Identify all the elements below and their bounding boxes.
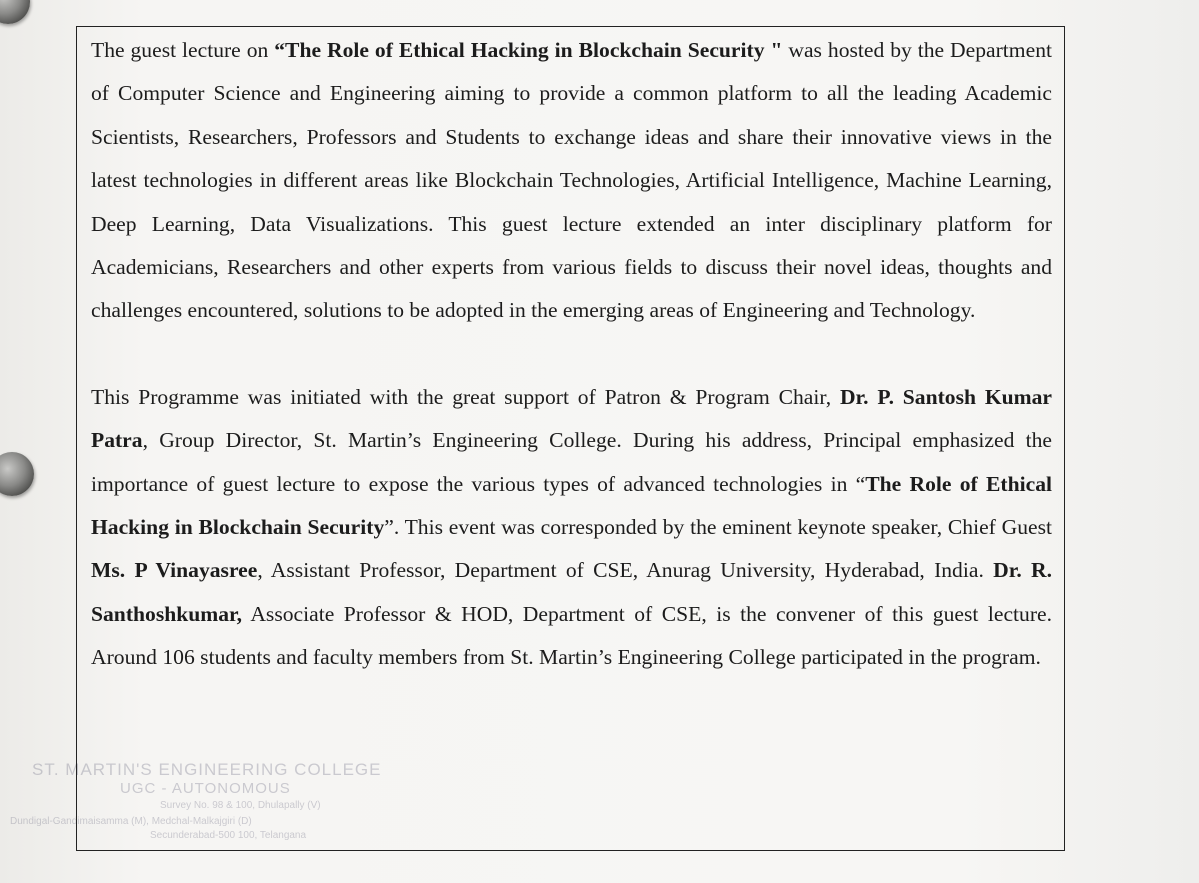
paragraph-programme — [91, 376, 1052, 680]
text-segment: This Programme was initiated with the great support of Patron & Program Chair, — [91, 384, 840, 409]
text-segment: , Group Director, St. Martin’s Engineering College. During his address, Principal emphasized the importance of guest lecture to expose the various types of advanced technologies in “ — [91, 428, 1052, 496]
patron-name: Dr. P. Santosh Kumar Patra — [91, 384, 1052, 453]
event-title: The Role of Ethical Hacking in Blockchain Security — [91, 471, 1052, 540]
text-segment: , Assistant Professor, Department of CSE, Anurag University, Hyderabad, India. — [257, 558, 994, 583]
text-segment: was hosted by the Department of Computer Science and Engineering aiming to provide a common platform to all the leading Academic Scientists, Researchers, Professors and Students to exchange ideas and share their innovative views in the latest technologies in different areas like Blockchain Technologies, Artificial Intelligence, Machine Learning, Deep Learning, Data Visualizations. This guest lecture extended an inter disciplinary platform for Academicians, Researchers and other experts from various fields to discuss their novel ideas, thoughts and challenges encountered, solutions to be adopted in the emerging areas of Engineering and Technology. — [91, 38, 1052, 323]
stamp-line: Secunderabad-500 100, Telangana — [150, 830, 307, 841]
speaker-name: Ms. P Vinayasree — [91, 558, 258, 583]
lecture-title: “The Role of Ethical Hacking in Blockchain Security " — [274, 38, 783, 62]
stamp-line: Dundigal-Gandimaisamma (M), Medchal-Malkajgiri (D) — [10, 816, 252, 827]
stamp-line: Survey No. 98 & 100, Dhulapally (V) — [160, 800, 321, 811]
paragraph-intro — [91, 29, 1052, 333]
text-segment: The guest lecture on — [91, 38, 275, 62]
text-segment: Associate Professor & HOD, Department of CSE, is the convener of this guest lecture. Around 106 students and faculty members from St. Martin’s Engineering College participated in the program. — [91, 601, 1052, 670]
stamp-line: UGC - AUTONOMOUS — [120, 780, 291, 797]
convener-name: Dr. R. Santhoshkumar, — [91, 558, 1052, 626]
text-segment: ”. This event was corresponded by the eminent keynote speaker, Chief Guest — [384, 515, 1052, 540]
report-text-box — [76, 26, 1065, 851]
stamp-line: ST. MARTIN'S ENGINEERING COLLEGE — [32, 760, 382, 779]
